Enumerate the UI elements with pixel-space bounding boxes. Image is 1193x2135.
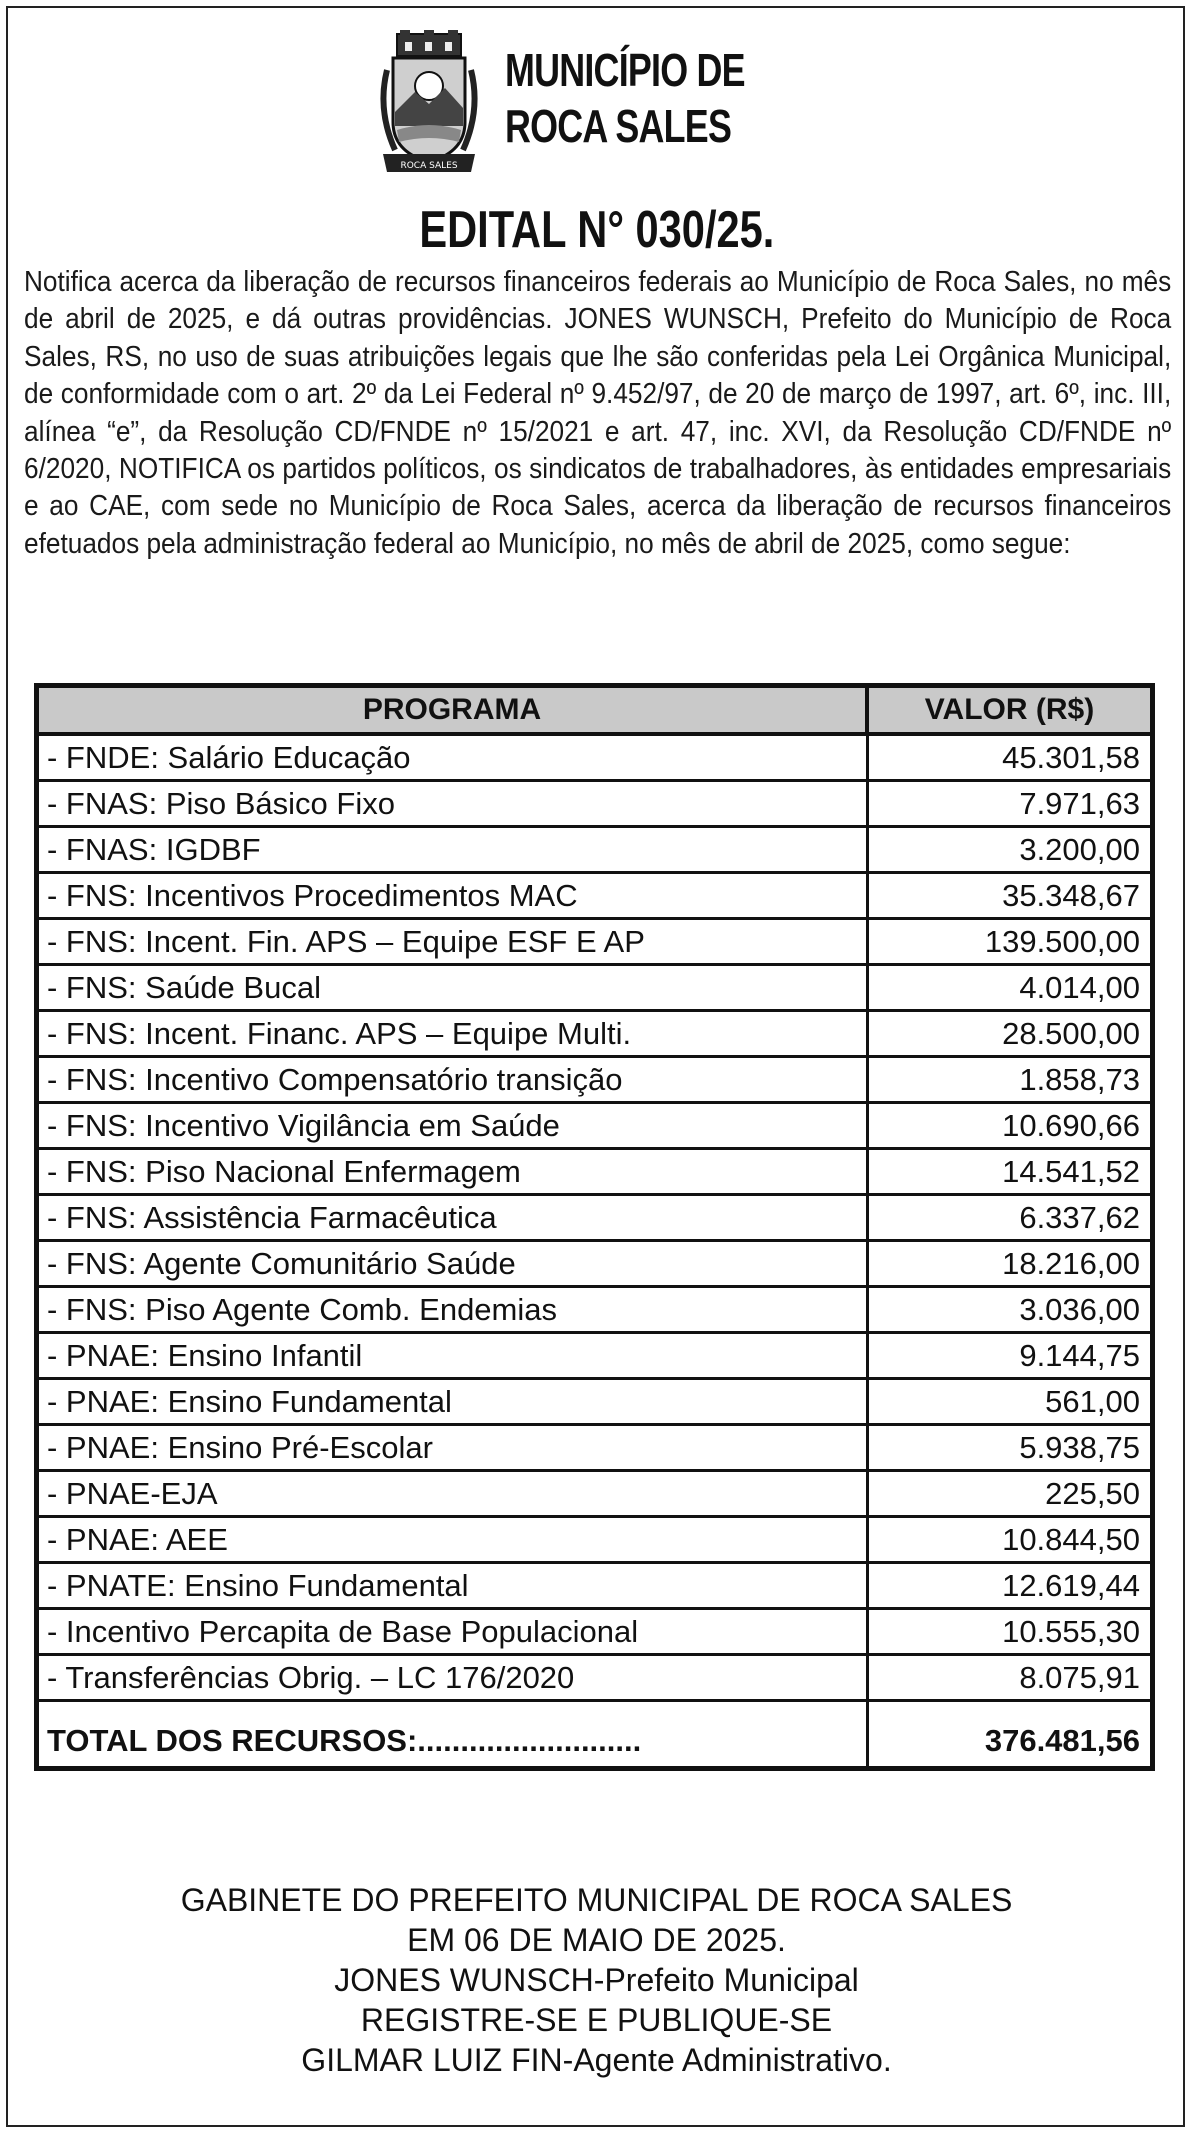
program-cell: - PNAE: Ensino Infantil — [37, 1333, 868, 1379]
value-cell: 12.619,44 — [867, 1563, 1153, 1609]
program-cell: - FNS: Incentivo Compensatório transição — [37, 1057, 868, 1103]
value-cell: 10.555,30 — [867, 1609, 1153, 1655]
table-row — [37, 1425, 1153, 1471]
value-cell: 18.216,00 — [867, 1241, 1153, 1287]
table-row — [37, 965, 1153, 1011]
footer-line: EM 06 DE MAIO DE 2025. — [407, 1922, 786, 1958]
table-row — [37, 873, 1153, 919]
value-cell: 10.690,66 — [867, 1103, 1153, 1149]
table-row — [37, 1655, 1153, 1701]
value-cell: 45.301,58 — [867, 734, 1153, 781]
municipality-name — [505, 42, 745, 154]
table-row — [37, 1149, 1153, 1195]
program-cell: - Transferências Obrig. – LC 176/2020 — [37, 1655, 868, 1701]
edital-title — [0, 200, 1193, 260]
table-row — [37, 1517, 1153, 1563]
program-cell: - FNS: Piso Nacional Enfermagem — [37, 1149, 868, 1195]
program-cell: - FNS: Incent. Fin. APS – Equipe ESF E AP — [37, 919, 868, 965]
table-row — [37, 1011, 1153, 1057]
table-row — [37, 1195, 1153, 1241]
program-cell: - FNS: Piso Agente Comb. Endemias — [37, 1287, 868, 1333]
value-cell: 139.500,00 — [867, 919, 1153, 965]
value-cell: 10.844,50 — [867, 1517, 1153, 1563]
resources-table — [34, 683, 1155, 1771]
edital-body: Notifica acerca da liberação de recursos financeiros federais ao Município de Roca Sales, no mês de abril de 2025, e dá outras providências. JONES WUNSCH, Prefeito do Município de Roca Sales, RS, no uso de suas atribuições legais que lhe são conferidas pela Lei Orgânica Municipal, de conformidade com o art. 2º da Lei Federal nº 9.452/97, de 20 de março de 1997, art. 6º, inc. III, alínea “e”, da Resolução CD/FNDE nº 15/2021 e art. 47, inc. XVI, da Resolução CD/FNDE nº 6/2020, NOTIFICA os partidos políticos, os sindicatos de trabalhadores, às entidades empresariais e ao CAE, com sede no Município de Roca Sales, acerca da liberação de recursos financeiros efetuados pela administração federal ao Município, no mês de abril de 2025, como segue: — [24, 266, 1172, 560]
column-header-value: VALOR (R$) — [867, 686, 1153, 735]
edital-title-text: EDITAL N° 030/25. — [419, 201, 774, 259]
table-row — [37, 1379, 1153, 1425]
value-cell: 9.144,75 — [867, 1333, 1153, 1379]
footer — [0, 1880, 1193, 2080]
table-row — [37, 1057, 1153, 1103]
value-cell: 14.541,52 — [867, 1149, 1153, 1195]
program-cell: - FNS: Saúde Bucal — [37, 965, 868, 1011]
table-row — [37, 1333, 1153, 1379]
value-cell: 3.036,00 — [867, 1287, 1153, 1333]
table-row — [37, 1287, 1153, 1333]
total-row — [37, 1716, 1153, 1769]
table-row — [37, 827, 1153, 873]
municipality-line-2: ROCA SALES — [505, 100, 732, 152]
table-spacer-row — [37, 1701, 1153, 1717]
program-cell: - FNAS: Piso Básico Fixo — [37, 781, 868, 827]
value-cell: 1.858,73 — [867, 1057, 1153, 1103]
spacer-cell — [867, 1701, 1153, 1717]
program-cell: - PNAE: Ensino Fundamental — [37, 1379, 868, 1425]
municipal-coat-of-arms-icon — [375, 30, 483, 180]
program-cell: - FNS: Incentivos Procedimentos MAC — [37, 873, 868, 919]
table-body — [37, 734, 1153, 1769]
program-cell: - PNAE: Ensino Pré-Escolar — [37, 1425, 868, 1471]
column-header-program: PROGRAMA — [37, 686, 868, 735]
value-cell: 225,50 — [867, 1471, 1153, 1517]
table-header-row — [37, 686, 1153, 735]
table-row — [37, 1609, 1153, 1655]
table-row — [37, 1563, 1153, 1609]
crest-ribbon-text: ROCA SALES — [400, 161, 458, 171]
value-cell: 561,00 — [867, 1379, 1153, 1425]
table-row — [37, 1241, 1153, 1287]
value-cell: 35.348,67 — [867, 873, 1153, 919]
value-cell: 8.075,91 — [867, 1655, 1153, 1701]
total-label: TOTAL DOS RECURSOS:.......................... — [37, 1716, 868, 1769]
program-cell: - FNS: Incent. Financ. APS – Equipe Multi. — [37, 1011, 868, 1057]
value-cell: 3.200,00 — [867, 827, 1153, 873]
footer-line: GABINETE DO PREFEITO MUNICIPAL DE ROCA SALES — [180, 1882, 1013, 1918]
program-cell: - FNS: Agente Comunitário Saúde — [37, 1241, 868, 1287]
table-row — [37, 781, 1153, 827]
value-cell: 6.337,62 — [867, 1195, 1153, 1241]
program-cell: - PNATE: Ensino Fundamental — [37, 1563, 868, 1609]
value-cell: 28.500,00 — [867, 1011, 1153, 1057]
table-row — [37, 1471, 1153, 1517]
footer-line: GILMAR LUIZ FIN-Agente Administrativo. — [301, 2042, 892, 2078]
program-cell: - Incentivo Percapita de Base Populacional — [37, 1609, 868, 1655]
program-cell: - FNDE: Salário Educação — [37, 734, 868, 781]
program-cell: - FNAS: IGDBF — [37, 827, 868, 873]
program-cell: - PNAE: AEE — [37, 1517, 868, 1563]
program-cell: - PNAE-EJA — [37, 1471, 868, 1517]
value-cell: 4.014,00 — [867, 965, 1153, 1011]
value-cell: 5.938,75 — [867, 1425, 1153, 1471]
header — [375, 24, 895, 189]
table-row — [37, 1103, 1153, 1149]
municipality-line-1: MUNICÍPIO DE — [505, 44, 745, 96]
total-value: 376.481,56 — [867, 1716, 1153, 1769]
footer-line: REGISTRE-SE E PUBLIQUE-SE — [360, 2002, 833, 2038]
footer-line: JONES WUNSCH-Prefeito Municipal — [334, 1962, 859, 1998]
table-row — [37, 919, 1153, 965]
value-cell: 7.971,63 — [867, 781, 1153, 827]
program-cell: - FNS: Incentivo Vigilância em Saúde — [37, 1103, 868, 1149]
spacer-cell — [37, 1701, 868, 1717]
program-cell: - FNS: Assistência Farmacêutica — [37, 1195, 868, 1241]
table-row — [37, 734, 1153, 781]
